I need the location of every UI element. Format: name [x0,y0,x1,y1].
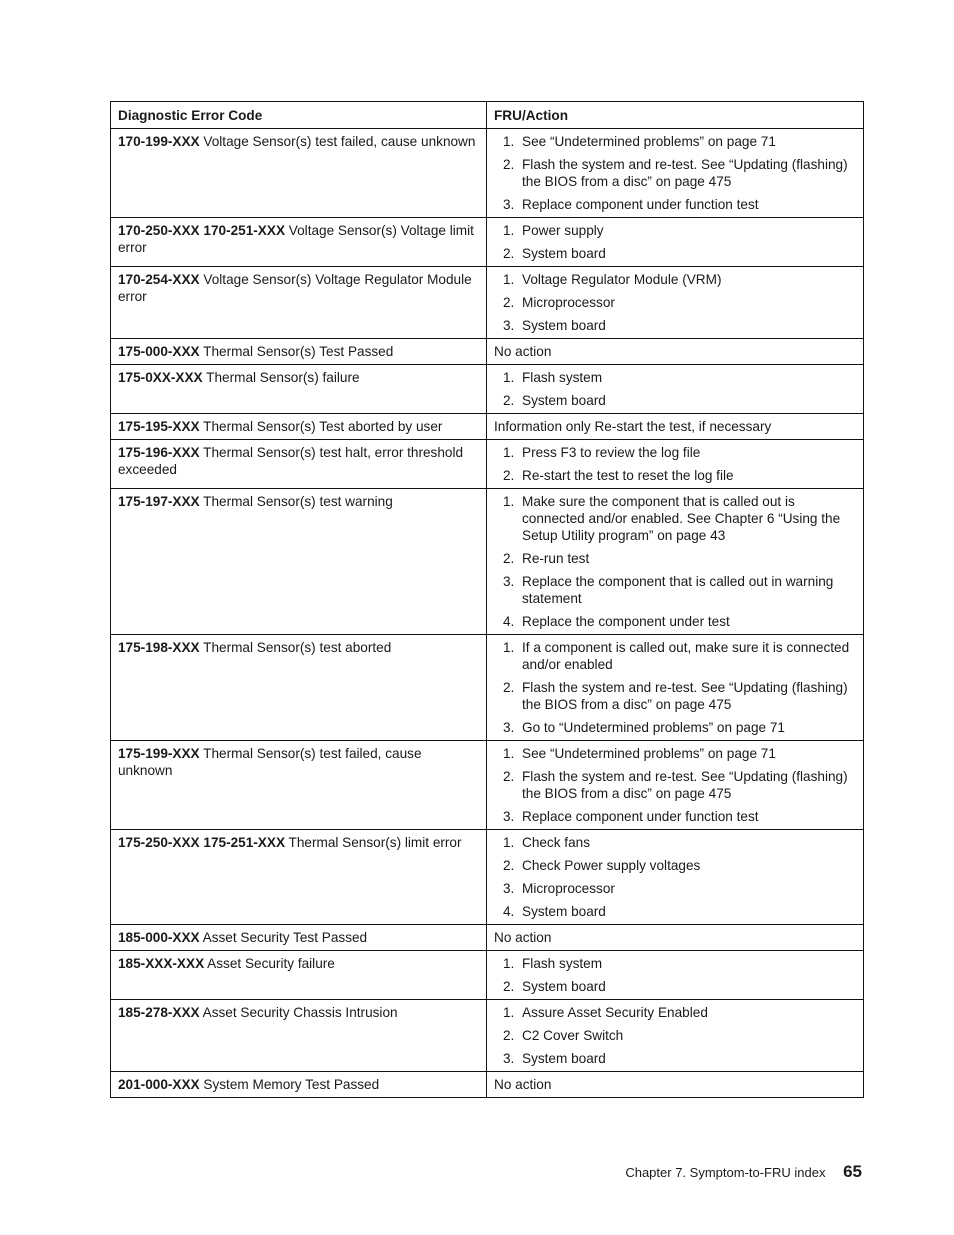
action-text: Information only Re-start the test, if necessary [494,419,772,434]
list-item [494,639,856,673]
error-description: Asset Security Test Passed [199,930,368,945]
step-number: 2. [503,468,515,483]
error-code-cell [111,129,487,218]
error-code: 175-0XX-XXX [118,370,203,385]
step-text: Replace the component under test [522,614,730,629]
action-steps [494,493,856,630]
error-description: Thermal Sensor(s) Test Passed [199,344,394,359]
list-item [494,768,856,802]
error-description: Asset Security Chassis Intrusion [199,1005,398,1020]
fru-action-cell [487,129,864,218]
error-code-cell [111,489,487,635]
step-text: Replace component under function test [522,809,759,824]
step-number: 1. [503,640,515,655]
action-steps [494,222,856,262]
table-row [111,129,864,218]
fru-action-cell [487,635,864,741]
error-description: Thermal Sensor(s) limit error [285,835,462,850]
fru-action-cell [487,925,864,951]
step-text: Flash the system and re-test. See “Updating (flashing) the BIOS from a disc” on page 475 [522,680,848,712]
fru-action-cell [487,339,864,365]
error-code-cell [111,365,487,414]
step-text: If a component is called out, make sure it is connected and/or enabled [522,640,850,672]
action-text: No action [494,344,552,359]
step-text: Microprocessor [522,881,615,896]
list-item [494,880,856,897]
step-text: Go to “Undetermined problems” on page 71 [522,720,785,735]
fru-action-cell [487,440,864,489]
list-item [494,222,856,239]
step-number: 1. [503,134,515,149]
list-item [494,955,856,972]
error-code-cell [111,741,487,830]
error-code: 185-000-XXX [118,930,200,945]
step-text: Check Power supply voltages [522,858,701,873]
error-description: Voltage Sensor(s) Voltage limit error [118,223,474,255]
table-row [111,741,864,830]
list-item [494,719,856,736]
error-code-cell [111,925,487,951]
action-steps [494,133,856,213]
list-item [494,613,856,630]
error-code: 185-XXX-XXX [118,956,205,971]
list-item [494,369,856,386]
error-code: 175-198-XXX [118,640,200,655]
action-steps [494,745,856,825]
error-code: 170-254-XXX [118,272,200,287]
step-number: 2. [503,979,515,994]
list-item [494,1027,856,1044]
action-steps [494,1004,856,1067]
step-text: Microprocessor [522,295,615,310]
list-item [494,271,856,288]
error-code: 175-250-XXX 175-251-XXX [118,835,286,850]
step-text: Assure Asset Security Enabled [522,1005,708,1020]
error-description: System Memory Test Passed [199,1077,380,1092]
fru-action-cell [487,1000,864,1072]
step-text: Make sure the component that is called out is connected and/or enabled. See Chapter 6 “Using the Setup Utility program” on page 43 [522,494,841,543]
error-code-table [110,101,864,1098]
list-item [494,857,856,874]
step-text: System board [522,393,606,408]
table-row [111,635,864,741]
step-number: 2. [503,769,515,784]
action-text: No action [494,930,552,945]
table-row [111,440,864,489]
page-footer [625,1162,862,1182]
list-item [494,444,856,461]
fru-action-cell [487,951,864,1000]
list-item [494,196,856,213]
list-item [494,1004,856,1021]
step-text: Re-run test [522,551,590,566]
step-number: 4. [503,614,515,629]
error-code-cell [111,1072,487,1098]
list-item [494,745,856,762]
error-description: Thermal Sensor(s) test warning [199,494,393,509]
fru-action-cell [487,365,864,414]
step-number: 1. [503,223,515,238]
error-code-cell [111,830,487,925]
error-description: Thermal Sensor(s) test halt, error threshold exceeded [118,445,464,477]
list-item [494,317,856,334]
list-item [494,679,856,713]
list-item [494,550,856,567]
step-number: 2. [503,858,515,873]
step-number: 1. [503,835,515,850]
error-code-cell [111,1000,487,1072]
list-item [494,156,856,190]
action-steps [494,834,856,920]
step-text: Press F3 to review the log file [522,445,701,460]
fru-action-cell [487,1072,864,1098]
step-number: 3. [503,197,515,212]
list-item [494,493,856,544]
step-text: C2 Cover Switch [522,1028,624,1043]
step-number: 1. [503,956,515,971]
step-number: 2. [503,246,515,261]
error-code: 170-250-XXX 170-251-XXX [118,223,286,238]
step-number: 2. [503,295,515,310]
step-number: 1. [503,445,515,460]
list-item [494,133,856,150]
fru-action-cell [487,489,864,635]
action-steps [494,955,856,995]
error-code: 175-196-XXX [118,445,200,460]
error-description: Thermal Sensor(s) Test aborted by user [199,419,443,434]
action-text: No action [494,1077,552,1092]
step-text: Flash system [522,956,603,971]
error-code: 170-199-XXX [118,134,200,149]
step-number: 3. [503,809,515,824]
step-number: 1. [503,494,515,509]
page-number: 65 [843,1162,862,1181]
step-text: Re-start the test to reset the log file [522,468,734,483]
step-number: 4. [503,904,515,919]
column-header-action: FRU/Action [487,102,864,129]
list-item [494,978,856,995]
error-code-cell [111,440,487,489]
step-number: 2. [503,1028,515,1043]
list-item [494,808,856,825]
action-steps [494,639,856,736]
step-number: 1. [503,1005,515,1020]
error-code: 175-000-XXX [118,344,200,359]
step-number: 3. [503,881,515,896]
step-number: 3. [503,318,515,333]
step-number: 3. [503,1051,515,1066]
step-number: 1. [503,746,515,761]
table-row [111,1072,864,1098]
step-text: Replace the component that is called out in warning statement [522,574,834,606]
error-code-cell [111,951,487,1000]
error-code-cell [111,414,487,440]
error-code: 185-278-XXX [118,1005,200,1020]
table-row [111,1000,864,1072]
step-number: 2. [503,680,515,695]
step-number: 2. [503,551,515,566]
step-text: See “Undetermined problems” on page 71 [522,134,776,149]
error-code: 201-000-XXX [118,1077,200,1092]
step-text: Voltage Regulator Module (VRM) [522,272,722,287]
step-number: 3. [503,720,515,735]
step-text: Flash system [522,370,603,385]
table-row [111,951,864,1000]
table-row [111,489,864,635]
fru-action-cell [487,414,864,440]
table-row [111,267,864,339]
footer-chapter: Chapter 7. Symptom-to-FRU index [625,1165,826,1180]
step-text: Replace component under function test [522,197,759,212]
step-text: System board [522,246,606,261]
action-steps [494,444,856,484]
error-description: Thermal Sensor(s) failure [202,370,360,385]
error-description: Voltage Sensor(s) test failed, cause unknown [199,134,476,149]
step-text: System board [522,979,606,994]
step-number: 2. [503,157,515,172]
list-item [494,392,856,409]
error-code-cell [111,339,487,365]
error-code: 175-197-XXX [118,494,200,509]
step-text: See “Undetermined problems” on page 71 [522,746,776,761]
column-header-code: Diagnostic Error Code [111,102,487,129]
list-item [494,1050,856,1067]
list-item [494,294,856,311]
error-description: Thermal Sensor(s) test failed, cause unknown [118,746,422,778]
error-code-cell [111,635,487,741]
error-code: 175-199-XXX [118,746,200,761]
step-text: Flash the system and re-test. See “Updating (flashing) the BIOS from a disc” on page 475 [522,769,848,801]
table-row [111,414,864,440]
error-code: 175-195-XXX [118,419,200,434]
step-number: 1. [503,370,515,385]
table-row [111,365,864,414]
step-number: 2. [503,393,515,408]
table-row [111,339,864,365]
step-text: System board [522,904,606,919]
step-text: Check fans [522,835,591,850]
fru-action-cell [487,267,864,339]
action-steps [494,271,856,334]
step-text: Flash the system and re-test. See “Updating (flashing) the BIOS from a disc” on page 475 [522,157,848,189]
step-number: 1. [503,272,515,287]
table-header-row [111,102,864,129]
step-text: Power supply [522,223,604,238]
table-row [111,830,864,925]
step-text: System board [522,318,606,333]
table-row [111,218,864,267]
error-code-cell [111,267,487,339]
list-item [494,573,856,607]
fru-action-cell [487,830,864,925]
table-row [111,925,864,951]
list-item [494,834,856,851]
step-text: System board [522,1051,606,1066]
error-description: Voltage Sensor(s) Voltage Regulator Module error [118,272,472,304]
list-item [494,467,856,484]
error-description: Asset Security failure [204,956,335,971]
error-code-cell [111,218,487,267]
fru-action-cell [487,218,864,267]
fru-action-cell [487,741,864,830]
list-item [494,903,856,920]
list-item [494,245,856,262]
step-number: 3. [503,574,515,589]
error-description: Thermal Sensor(s) test aborted [199,640,392,655]
action-steps [494,369,856,409]
